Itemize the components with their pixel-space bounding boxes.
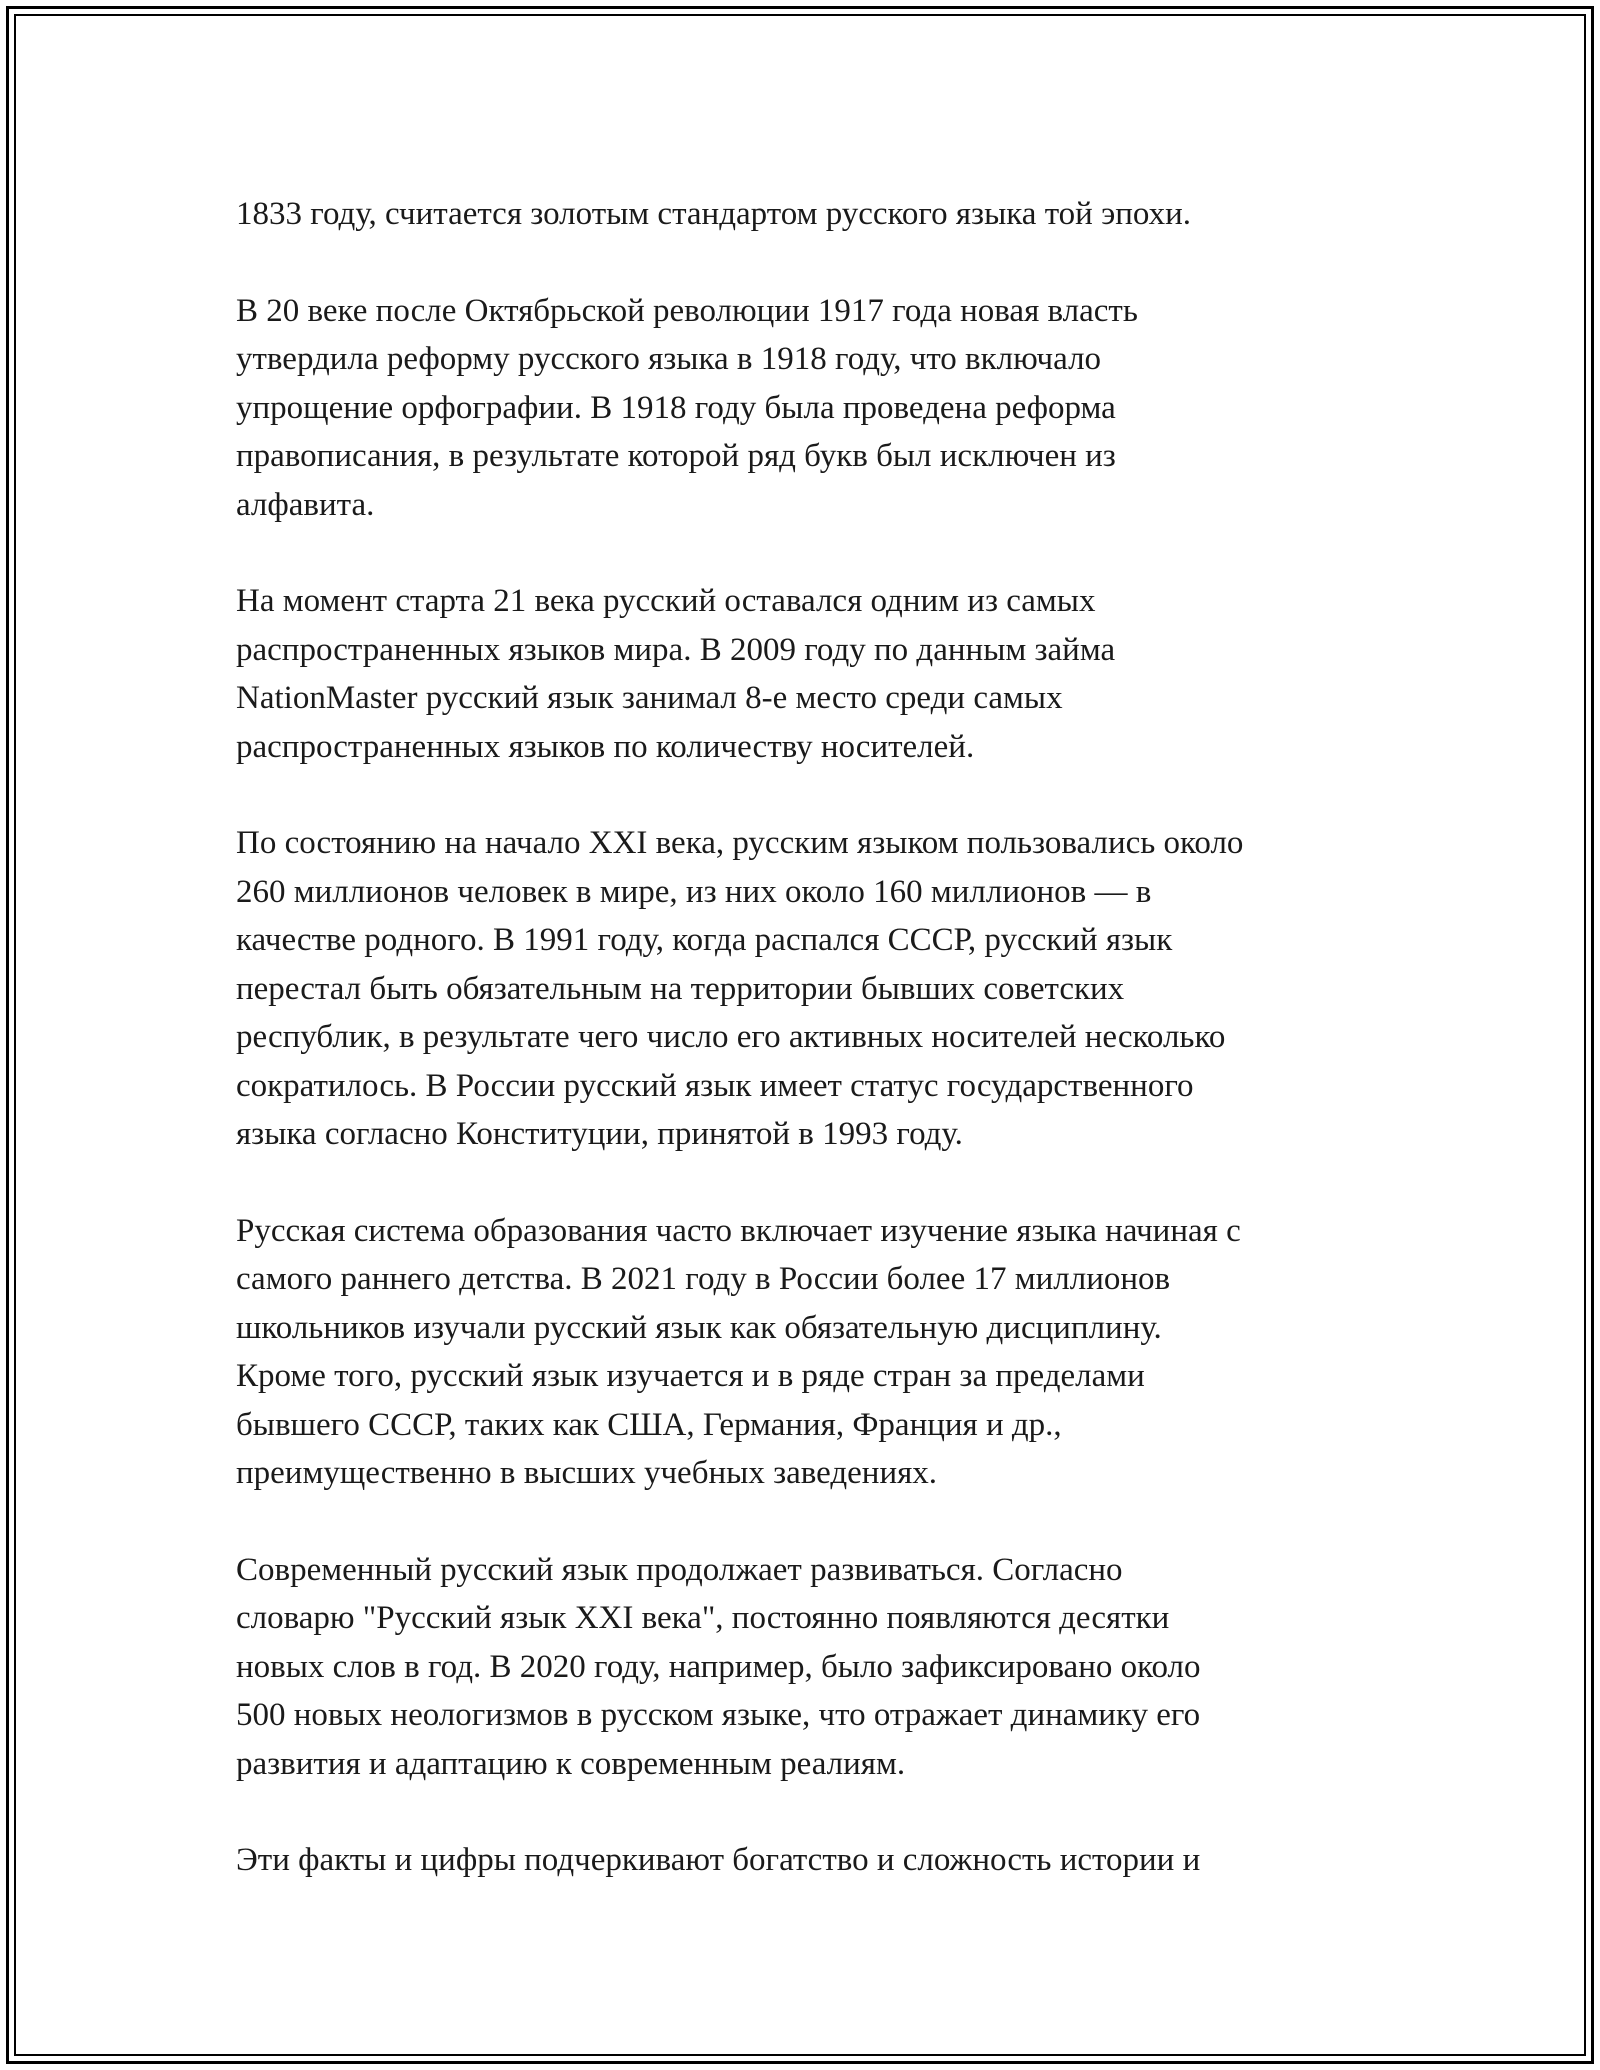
text-line: По состоянию на начало XXI века, русским языком пользовались около xyxy=(236,825,1244,861)
text-line: 1833 году, считается золотым стандартом русского языка той эпохи. xyxy=(236,196,1192,232)
text-line: словарю "Русский язык XXI века", постоянно появляются десятки xyxy=(236,1600,1170,1636)
text-line: алфавита. xyxy=(236,486,375,523)
text-line: распространенных языков по количеству носителей. xyxy=(236,728,975,765)
text-line: В 20 веке после Октябрьской революции 1917 года новая власть xyxy=(236,292,1138,329)
paragraph-3 xyxy=(236,577,1386,771)
text-line: распространенных языков мира. В 2009 году по данным займа xyxy=(236,631,1116,668)
text-line: языка согласно Конституции, принятой в 1993 году. xyxy=(236,1116,963,1152)
text-line: Эти факты и цифры подчеркивают богатство и сложность истории и xyxy=(236,1842,1201,1878)
paragraph-5 xyxy=(236,1207,1386,1498)
text-line: утвердила реформу русского языка в 1918 году, что включало xyxy=(236,341,1102,377)
text-line: самого раннего детства. В 2021 году в России более 17 миллионов xyxy=(236,1261,1171,1297)
text-line: бывшего СССР, таких как США, Германия, Франция и др., xyxy=(236,1406,1062,1443)
text-line: сократилось. В России русский язык имеет статус государственного xyxy=(236,1067,1194,1104)
text-line: NationMaster русский язык занимал 8-е место среди самых xyxy=(236,680,1063,716)
text-line: новых слов в год. В 2020 году, например, было зафиксировано около xyxy=(236,1648,1201,1685)
text-line: качестве родного. В 1991 году, когда распался СССР, русский язык xyxy=(236,922,1173,958)
text-line: правописания, в результате которой ряд букв был исключен из xyxy=(236,438,1116,474)
text-line: школьников изучали русский язык как обязательную дисциплину. xyxy=(236,1309,1162,1346)
text-line: упрощение орфографии. В 1918 году была проведена реформа xyxy=(236,389,1116,426)
paragraph-7 xyxy=(236,1836,1386,1885)
text-line: Русская система образования часто включает изучение языка начиная с xyxy=(236,1212,1241,1249)
paragraph-6 xyxy=(236,1546,1386,1789)
text-line: Современный русский язык продолжает развиваться. Согласно xyxy=(236,1551,1123,1588)
paragraph-4 xyxy=(236,819,1386,1159)
text-line: перестал быть обязательным на территории бывших советских xyxy=(236,970,1125,1007)
text-line: преимущественно в высших учебных заведениях. xyxy=(236,1455,938,1491)
text-line: Кроме того, русский язык изучается и в ряде стран за пределами xyxy=(236,1358,1145,1394)
paragraph-2 xyxy=(236,287,1386,530)
text-line: 260 миллионов человек в мире, из них около 160 миллионов — в xyxy=(236,873,1152,910)
text-line: развития и адаптацию к современным реалиям. xyxy=(236,1745,906,1782)
document-body xyxy=(236,190,1386,1933)
text-line: республик, в результате чего число его активных носителей несколько xyxy=(236,1019,1226,1055)
paragraph-1 xyxy=(236,190,1386,239)
text-line: 500 новых неологизмов в русском языке, что отражает динамику его xyxy=(236,1697,1201,1733)
text-line: На момент старта 21 века русский оставался одним из самых xyxy=(236,583,1096,619)
